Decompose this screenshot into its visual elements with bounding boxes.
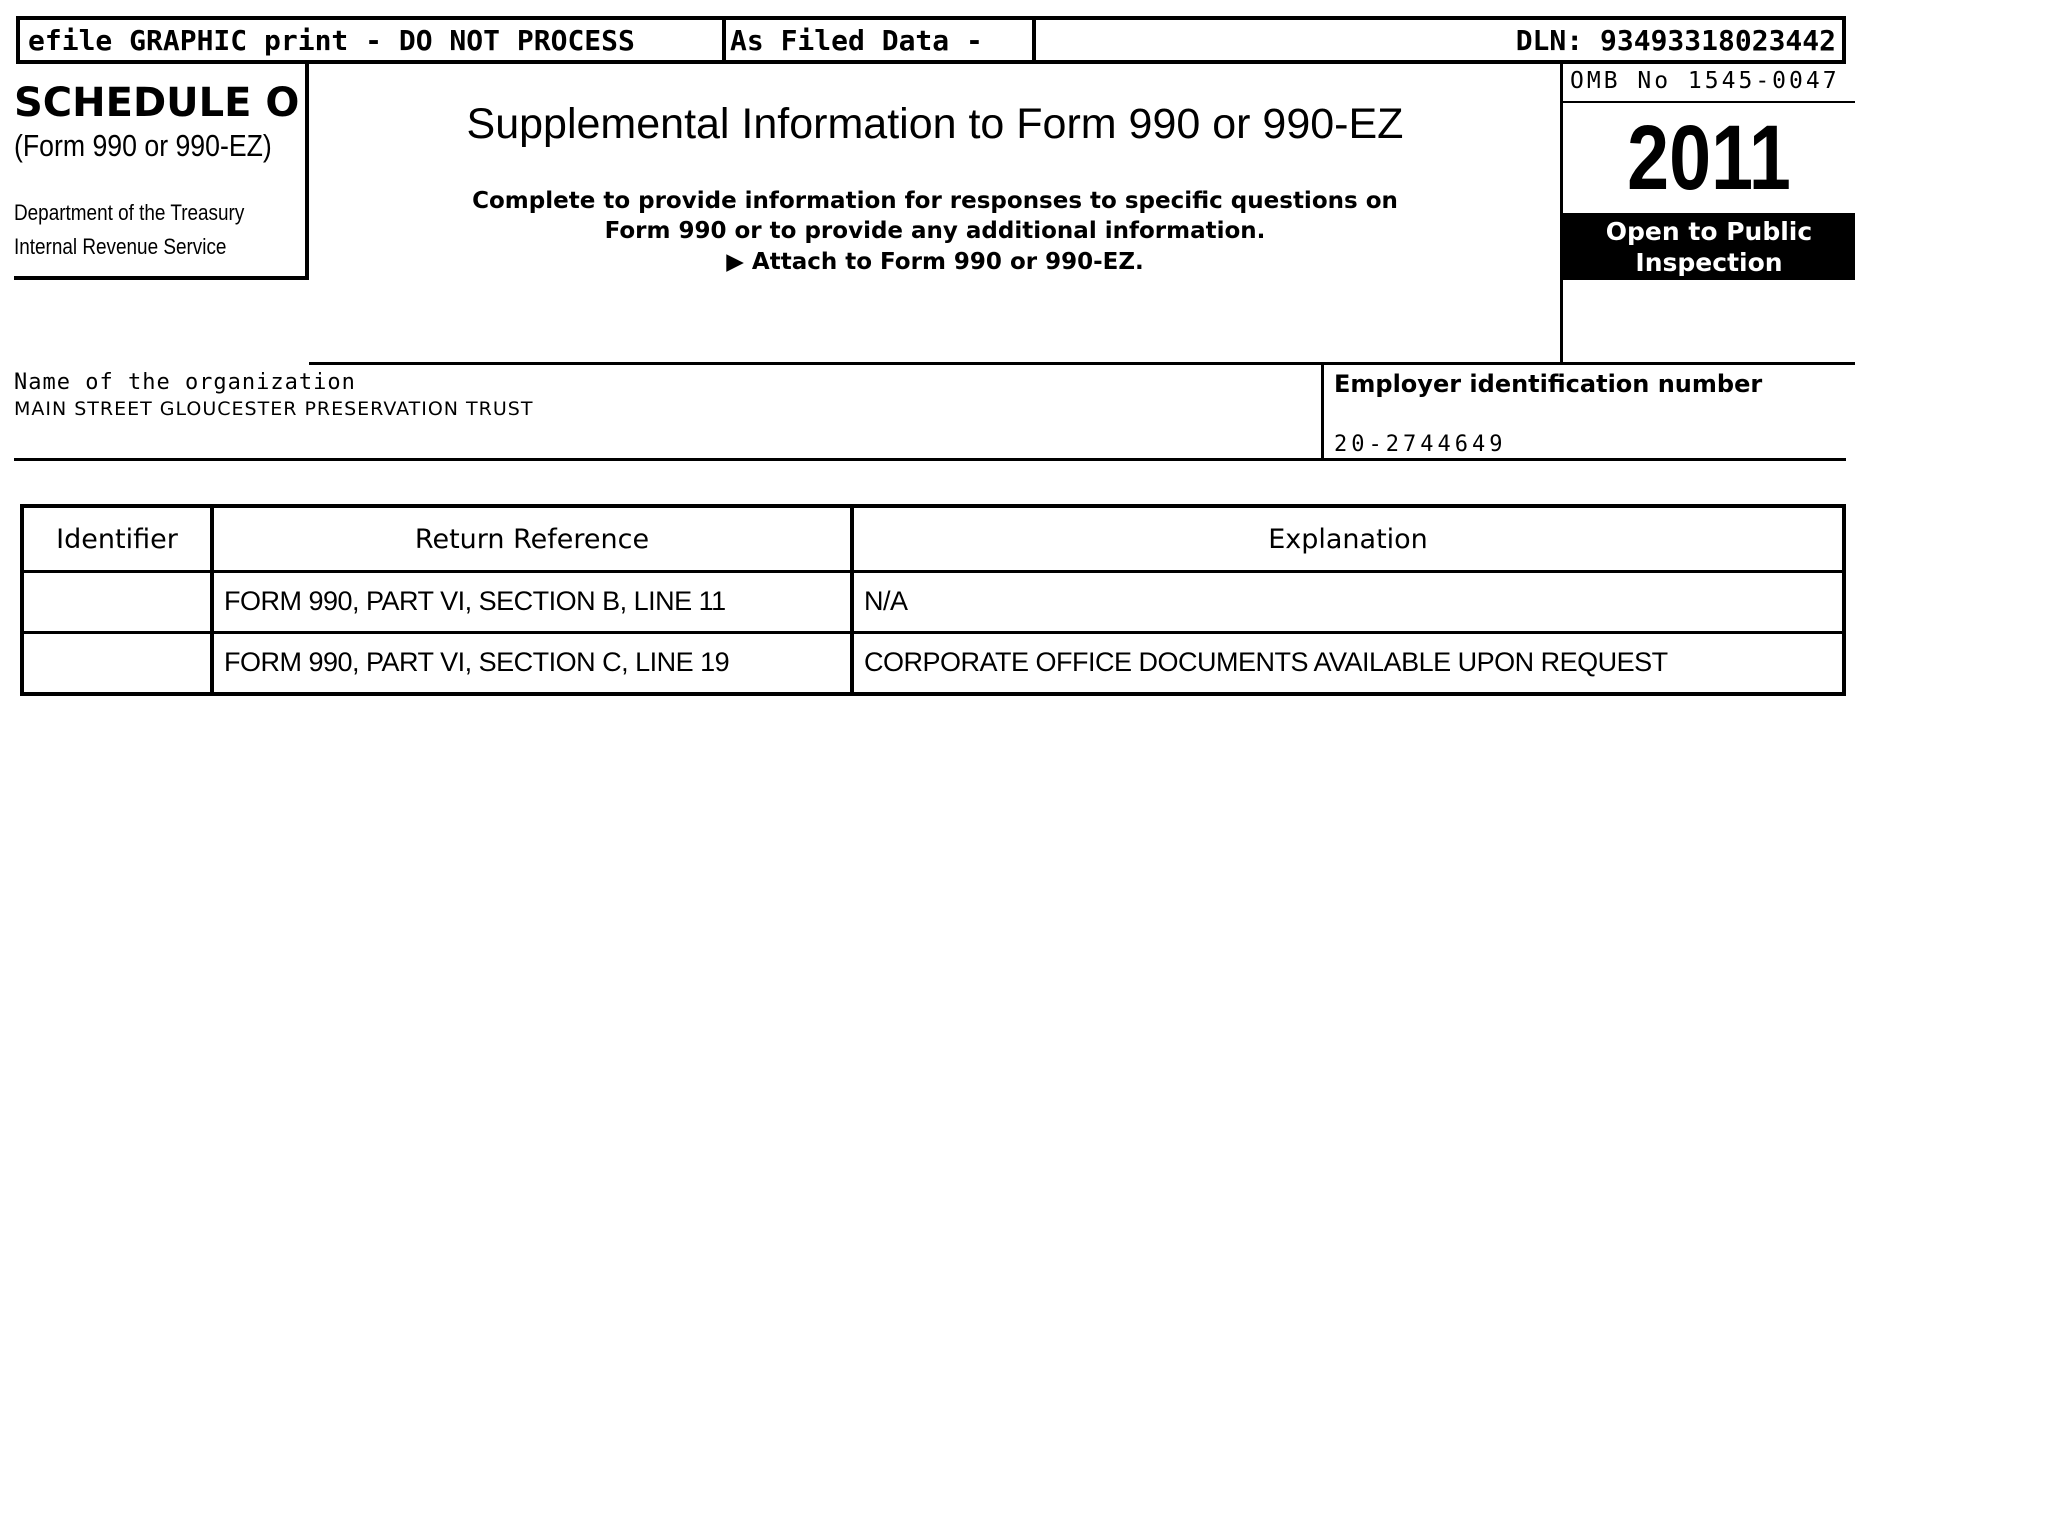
column-header-identifier: Identifier (56, 523, 178, 555)
ein-value: 20-2744649 (1334, 432, 1507, 457)
form-reference: (Form 990 or 990-EZ) (14, 128, 272, 163)
divider (309, 362, 1855, 365)
instructions-line-2: Form 990 or to provide any additional information. (604, 218, 1266, 244)
ein-label: Employer identification number (1334, 370, 1763, 398)
graphic-print-notice: efile GRAPHIC print - DO NOT PROCESS (20, 20, 726, 60)
open-to-public-badge (1563, 213, 1855, 280)
as-filed-label: As Filed Data - (714, 20, 1036, 60)
divider (1321, 362, 1324, 458)
open-badge-line-1: Open to Public (1605, 216, 1813, 246)
efile-banner (16, 16, 1846, 64)
organization-name-label: Name of the organization (14, 370, 356, 395)
row-2-explanation: CORPORATE OFFICE DOCUMENTS AVAILABLE UPON REQUEST (864, 646, 1668, 677)
row-2-identifier (24, 634, 220, 690)
organization-name: MAIN STREET GLOUCESTER PRESERVATION TRUST (14, 398, 534, 420)
column-header-explanation: Explanation (1268, 523, 1428, 555)
department-label: Department of the Treasury (14, 200, 245, 225)
open-badge-line-2: Inspection (1635, 247, 1783, 277)
page-title: Supplemental Information to Form 990 or 990-EZ (466, 100, 1404, 148)
divider (1563, 101, 1855, 103)
dln-number: DLN: 93493318023442 (1515, 23, 1836, 57)
irs-label: Internal Revenue Service (14, 234, 227, 259)
row-1-identifier (24, 573, 220, 629)
divider (14, 276, 309, 280)
divider (14, 458, 1846, 461)
supplemental-info-table (20, 504, 1846, 696)
row-1-return-reference: FORM 990, PART VI, SECTION B, LINE 11 (224, 585, 726, 616)
tax-year: 2011 (1627, 107, 1791, 209)
column-header-return-reference: Return Reference (414, 523, 650, 555)
schedule-title: SCHEDULE O (14, 80, 300, 126)
row-2-return-reference: FORM 990, PART VI, SECTION C, LINE 19 (224, 646, 730, 677)
instructions-line-3: ▶ Attach to Form 990 or 990-EZ. (726, 249, 1144, 275)
divider (305, 64, 309, 280)
row-1-explanation: N/A (864, 585, 908, 616)
omb-number: OMB No 1545-0047 (1570, 68, 1840, 94)
instructions-line-1: Complete to provide information for responses to specific questions on (472, 188, 1398, 214)
